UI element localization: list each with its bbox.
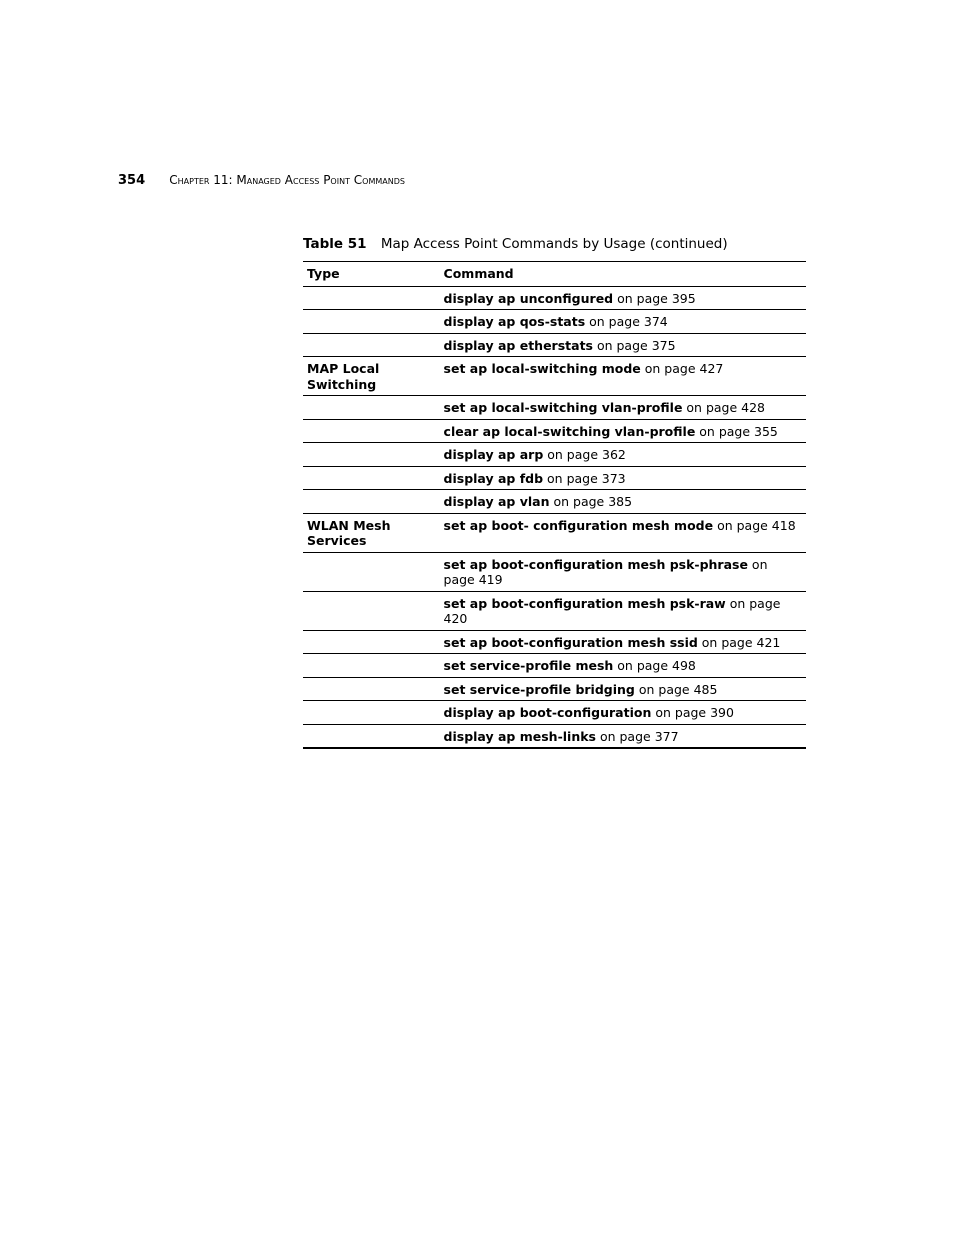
command-link[interactable]: set ap local-switching mode: [443, 361, 641, 376]
table-row: [303, 466, 806, 490]
type-cell: [303, 333, 440, 357]
command-link[interactable]: set ap local-switching vlan-profile: [443, 400, 683, 415]
command-cell: [440, 286, 806, 310]
command-link[interactable]: set service-profile bridging: [443, 681, 635, 697]
page-reference: on page 420: [443, 595, 781, 626]
column-header-command: Command: [440, 262, 806, 287]
command-link[interactable]: display ap boot-configuration: [443, 705, 652, 720]
chapter-title: Chapter 11: Managed Access Point Commands: [169, 173, 405, 187]
command-cell: [440, 443, 806, 467]
page-reference: on page 377: [595, 728, 679, 744]
command-cell: [440, 333, 806, 357]
command-cell: [440, 466, 806, 490]
type-cell: WLAN Mesh Services: [303, 513, 440, 552]
command-cell: [440, 701, 806, 725]
type-cell: [303, 466, 440, 490]
command-link[interactable]: set ap boot-configuration mesh ssid: [443, 634, 698, 650]
type-cell: [303, 286, 440, 310]
command-link[interactable]: display ap unconfigured: [443, 290, 614, 306]
command-link[interactable]: display ap qos-stats: [443, 314, 586, 329]
command-cell: [440, 310, 806, 334]
command-link[interactable]: display ap etherstats: [443, 337, 593, 353]
page-reference: on page 418: [713, 517, 796, 533]
table-row: [303, 724, 806, 748]
command-cell: [440, 630, 806, 654]
table-row: [303, 286, 806, 310]
page-reference: on page 355: [695, 423, 778, 439]
command-cell: [440, 654, 806, 678]
command-cell: [440, 677, 806, 701]
table-header-row: [303, 262, 806, 287]
type-cell: [303, 419, 440, 443]
command-cell: [440, 357, 806, 396]
command-cell: [440, 513, 806, 552]
table-row: [303, 552, 806, 591]
table-caption-label: Table 51: [303, 236, 367, 252]
type-cell: [303, 701, 440, 725]
page-reference: on page 485: [634, 681, 718, 697]
page-reference: on page 395: [613, 290, 696, 306]
type-cell: [303, 552, 440, 591]
type-cell: [303, 677, 440, 701]
type-cell: [303, 310, 440, 334]
running-head: [118, 172, 405, 189]
type-cell: [303, 591, 440, 630]
table-row: [303, 513, 806, 552]
table-row: [303, 357, 806, 396]
command-link[interactable]: set ap boot-configuration mesh psk-raw: [443, 595, 726, 611]
table-row: [303, 490, 806, 514]
command-link[interactable]: set ap boot- configuration mesh mode: [443, 517, 714, 533]
table-row: [303, 630, 806, 654]
page-reference: on page 390: [651, 705, 734, 720]
command-link[interactable]: set service-profile mesh: [443, 658, 614, 673]
type-cell: [303, 396, 440, 420]
table-row: [303, 591, 806, 630]
table-row: [303, 677, 806, 701]
table-caption-text: Map Access Point Commands by Usage (continued): [380, 236, 728, 252]
command-link[interactable]: display ap fdb: [443, 470, 544, 486]
type-cell: [303, 654, 440, 678]
command-link[interactable]: display ap vlan: [443, 494, 550, 509]
page-reference: on page 428: [682, 400, 766, 415]
command-cell: [440, 591, 806, 630]
page-reference: on page 427: [640, 361, 724, 376]
command-link[interactable]: display ap arp: [443, 447, 544, 462]
command-link[interactable]: display ap mesh-links: [443, 728, 596, 744]
table-row: [303, 654, 806, 678]
type-cell: [303, 443, 440, 467]
page-reference: on page 498: [613, 658, 696, 673]
page-reference: on page 362: [543, 447, 626, 462]
type-cell: [303, 724, 440, 748]
table-row: [303, 310, 806, 334]
type-cell: MAP Local Switching: [303, 357, 440, 396]
command-cell: [440, 419, 806, 443]
type-cell: [303, 490, 440, 514]
table-row: [303, 701, 806, 725]
page-reference: on page 373: [543, 470, 626, 486]
table-row: [303, 419, 806, 443]
column-header-type: Type: [303, 262, 440, 287]
command-cell: [440, 552, 806, 591]
command-cell: [440, 396, 806, 420]
command-cell: [440, 490, 806, 514]
page-reference: on page 374: [585, 314, 668, 329]
page-reference: on page 375: [592, 337, 676, 353]
page-reference: on page 419: [443, 556, 768, 587]
table-row: [303, 396, 806, 420]
command-link[interactable]: clear ap local-switching vlan-profile: [443, 423, 696, 439]
command-link[interactable]: set ap boot-configuration mesh psk-phrase: [443, 556, 748, 572]
page-reference: on page 385: [549, 494, 633, 509]
command-cell: [440, 724, 806, 748]
table-caption: [303, 235, 728, 253]
table-row: [303, 333, 806, 357]
page-number: 354: [118, 173, 146, 188]
type-cell: [303, 630, 440, 654]
table-row: [303, 443, 806, 467]
page-reference: on page 421: [697, 634, 781, 650]
commands-table: [303, 261, 806, 749]
